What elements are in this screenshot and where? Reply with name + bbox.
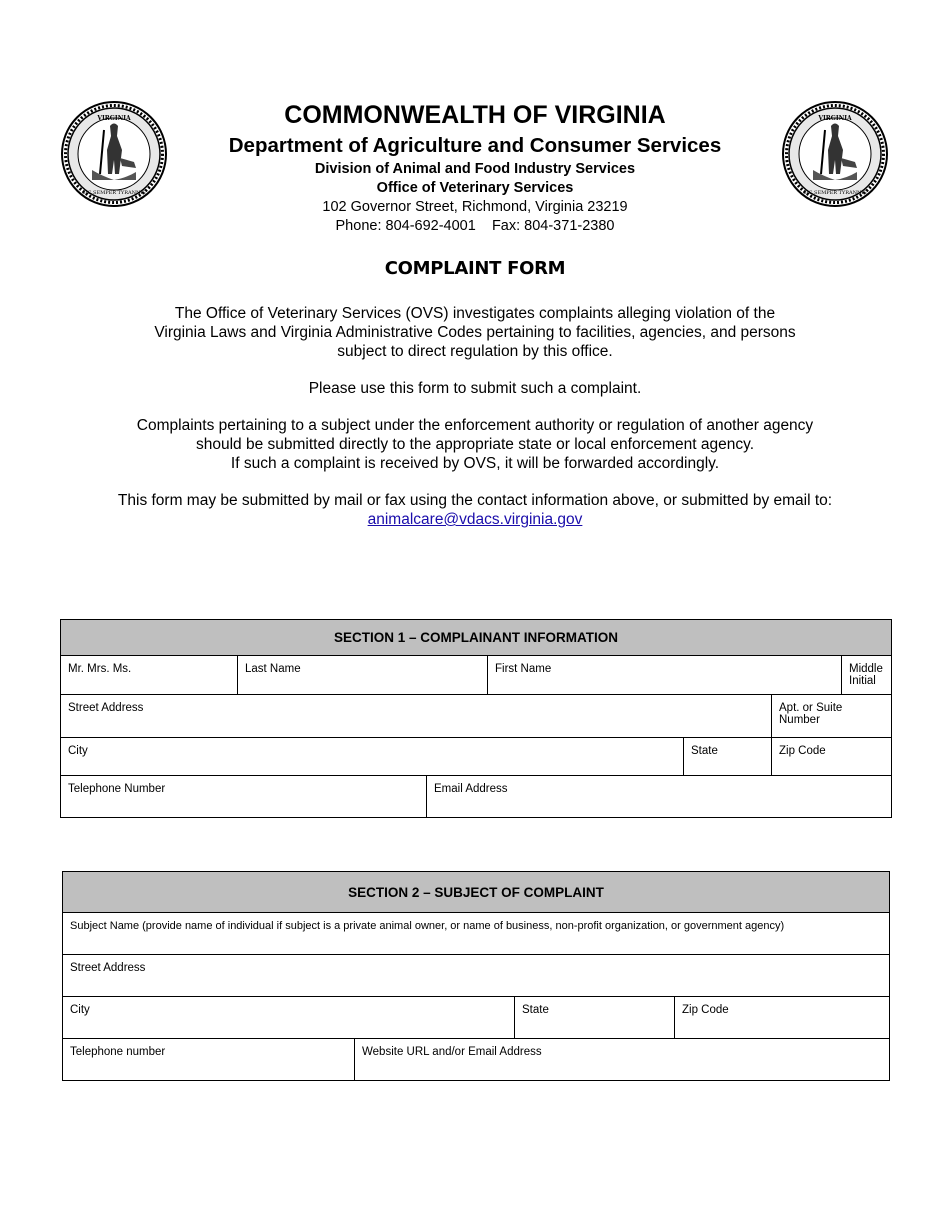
subject-city-field[interactable]: City <box>63 997 515 1039</box>
contact-email-link[interactable]: animalcare@vdacs.virginia.gov <box>367 511 583 528</box>
svg-text:SIC SEMPER TYRANNIS: SIC SEMPER TYRANNIS <box>82 190 146 196</box>
first-name-field[interactable]: First Name <box>488 656 842 695</box>
street-address: 102 Governor Street, Richmond, Virginia 23219 <box>322 199 628 215</box>
intro-paragraph-2: Please use this form to submit such a complaint. <box>308 380 642 397</box>
complainant-email-field[interactable]: Email Address <box>427 776 892 818</box>
intro-p3-line2: should be submitted directly to the appropriate state or local enforcement agency. <box>195 436 755 453</box>
subject-name-field[interactable]: Subject Name (provide name of individual if subject is a private animal owner, or name of business, non-profit organization, or government agency) <box>63 913 890 955</box>
intro-p4-text: This form may be submitted by mail or fax using the contact information above, or submitted by email to: <box>117 492 833 509</box>
form-title: COMPLAINT FORM <box>384 258 566 279</box>
commonwealth-title: COMMONWEALTH OF VIRGINIA <box>284 101 666 129</box>
intro-paragraph-1 <box>0 304 950 361</box>
intro-p1-line3: subject to direct regulation by this office. <box>337 343 613 360</box>
complainant-city-field[interactable]: City <box>61 738 684 776</box>
complainant-zip-field[interactable]: Zip Code <box>772 738 892 776</box>
intro-p1-line1: The Office of Veterinary Services (OVS) investigates complaints alleging violation of the <box>174 305 776 322</box>
complainant-telephone-field[interactable]: Telephone Number <box>61 776 427 818</box>
section1-header: SECTION 1 – COMPLAINANT INFORMATION <box>61 620 892 656</box>
middle-initial-field[interactable]: Middle Initial <box>842 656 892 695</box>
intro-p3-line3: If such a complaint is received by OVS, it will be forwarded accordingly. <box>230 455 720 472</box>
subject-website-field[interactable]: Website URL and/or Email Address <box>355 1039 890 1081</box>
svg-text:SIC SEMPER TYRANNIS: SIC SEMPER TYRANNIS <box>803 190 867 196</box>
apt-suite-field[interactable]: Apt. or Suite Number <box>772 695 892 738</box>
department-title: Department of Agriculture and Consumer Services <box>228 134 722 157</box>
phone-number: Phone: 804-692-4001 <box>335 218 476 234</box>
fax-number: Fax: 804-371-2380 <box>491 218 615 234</box>
section1-complainant-table <box>60 619 892 818</box>
office-title: Office of Veterinary Services <box>376 180 574 196</box>
intro-p3-line1: Complaints pertaining to a subject under the enforcement authority or regulation of another agency <box>136 417 814 434</box>
section2-header: SECTION 2 – SUBJECT OF COMPLAINT <box>63 872 890 913</box>
division-title: Division of Animal and Food Industry Services <box>314 161 636 177</box>
subject-state-field[interactable]: State <box>515 997 675 1039</box>
subject-street-address-field[interactable]: Street Address <box>63 955 890 997</box>
subject-zip-field[interactable]: Zip Code <box>675 997 890 1039</box>
complainant-state-field[interactable]: State <box>684 738 772 776</box>
subject-telephone-field[interactable]: Telephone number <box>63 1039 355 1081</box>
last-name-field[interactable]: Last Name <box>238 656 488 695</box>
intro-p1-line2: Virginia Laws and Virginia Administrative Codes pertaining to facilities, agencies, and persons <box>154 324 796 341</box>
intro-text <box>0 304 950 547</box>
contact-line <box>0 217 950 236</box>
svg-text:VIRGINIA: VIRGINIA <box>818 115 852 122</box>
section2-subject-table <box>62 871 890 1081</box>
complainant-street-address-field[interactable]: Street Address <box>61 695 772 738</box>
intro-paragraph-4 <box>0 491 950 529</box>
svg-text:VIRGINIA: VIRGINIA <box>97 115 131 122</box>
letterhead <box>0 98 950 236</box>
salutation-field[interactable]: Mr. Mrs. Ms. <box>61 656 238 695</box>
intro-paragraph-3 <box>0 416 950 473</box>
